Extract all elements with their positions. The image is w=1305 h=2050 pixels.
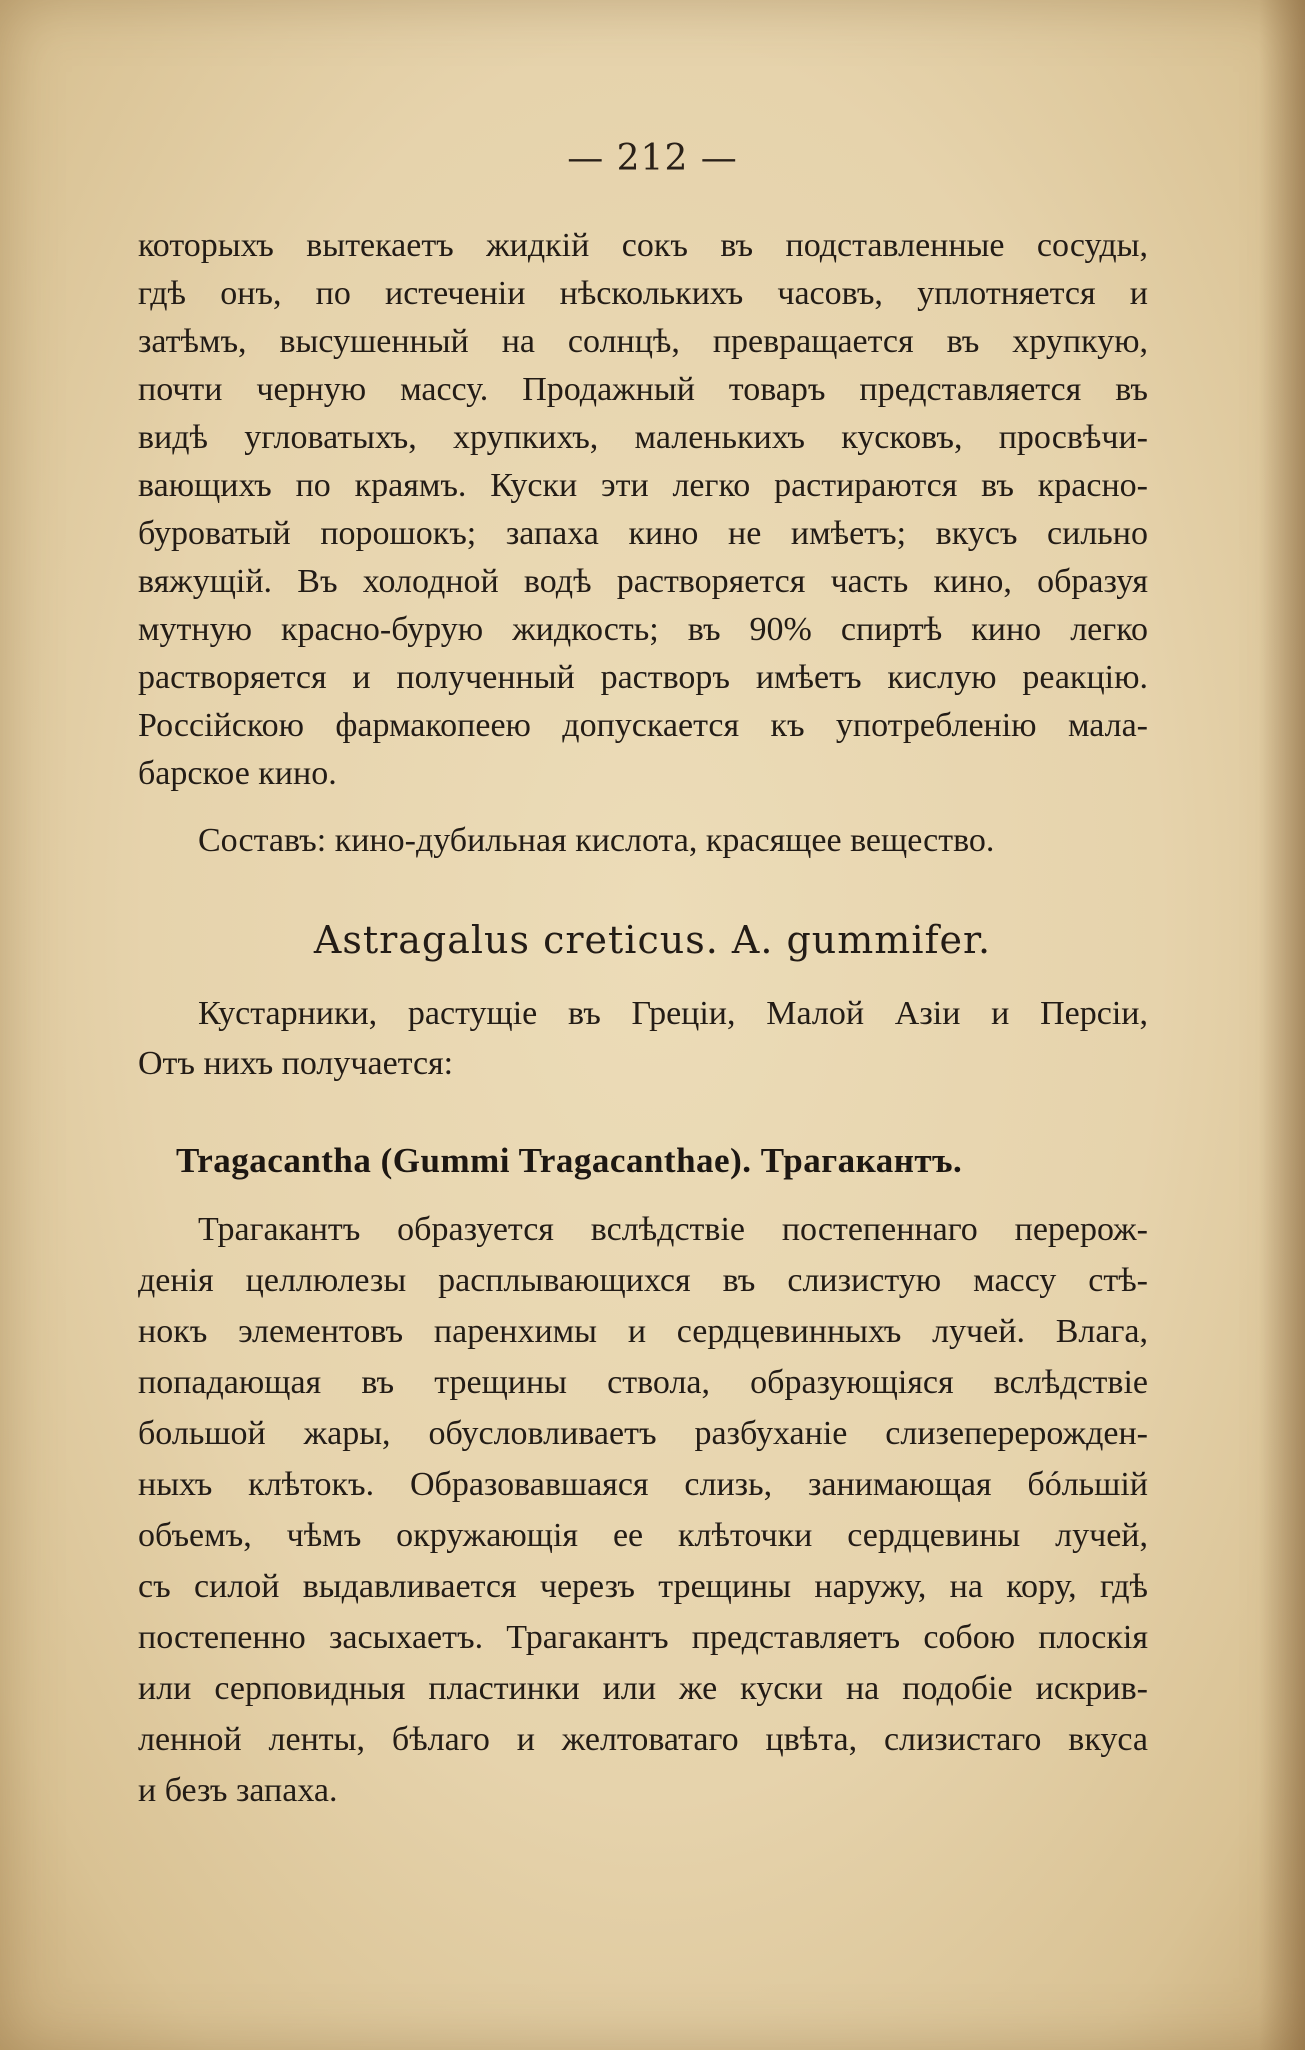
- text-line: постепенно засыхаетъ. Трагакантъ представляетъ собою плоскія: [138, 1619, 1148, 1656]
- text-line: или серповидныя пластинки или же куски на подобіе искрив-: [138, 1670, 1148, 1707]
- text-line: попадающая въ трещины ствола, образующіяся вслѣдствіе: [138, 1364, 1148, 1401]
- page-number: — 212 —: [567, 138, 738, 179]
- text-line: съ силой выдавливается черезъ трещины наружу, на кору, гдѣ: [138, 1568, 1148, 1605]
- text-line: которыхъ вытекаетъ жидкій сокъ въ подставленные сосуды,: [138, 227, 1148, 264]
- text-line: нокъ элементовъ паренхимы и сердцевинныхъ лучей. Влага,: [138, 1313, 1148, 1350]
- text-line: Россійскою фармакопеею допускается къ употребленію мала-: [138, 707, 1148, 744]
- text-line: объемъ, чѣмъ окружающія ее клѣточки сердцевины лучей,: [138, 1517, 1148, 1554]
- page-gutter-shadow: [1259, 0, 1305, 2050]
- text-line: ныхъ клѣтокъ. Образовавшаяся слизь, занимающая бóльшій: [138, 1466, 1148, 1503]
- text-line: мутную красно-бурую жидкость; въ 90% спиртѣ кино легко: [138, 611, 1148, 648]
- section-heading-tragacantha: Tragacantha (Gummi Tragacanthae). Трагакантъ.: [176, 1141, 963, 1180]
- text-line: видѣ угловатыхъ, хрупкихъ, маленькихъ кусковъ, просвѣчи-: [138, 419, 1148, 456]
- text-line: Трагакантъ образуется вслѣдствіе постепеннаго перерож-: [198, 1211, 1148, 1248]
- text-line: барское кино.: [138, 755, 337, 792]
- text-line: буроватый порошокъ; запаха кино не имѣетъ; вкусъ сильно: [138, 515, 1148, 552]
- text-line: Отъ нихъ получается:: [138, 1045, 454, 1082]
- text-line: вающихъ по краямъ. Куски эти легко растираются въ красно-: [138, 467, 1148, 504]
- text-line: растворяется и полученный растворъ имѣетъ кислую реакцію.: [138, 659, 1148, 696]
- text-line: большой жары, обусловливаетъ разбуханіе слизеперерожден-: [138, 1415, 1148, 1452]
- text-line: затѣмъ, высушенный на солнцѣ, превращается въ хрупкую,: [138, 323, 1148, 360]
- text-line: вяжущій. Въ холодной водѣ растворяется часть кино, образуя: [138, 563, 1148, 600]
- text-line: ленной ленты, бѣлаго и желтоватаго цвѣта, слизистаго вкуса: [138, 1721, 1148, 1758]
- text-line: почти черную массу. Продажный товаръ представляется въ: [138, 371, 1148, 408]
- section-heading-astragalus: Astragalus creticus. A. gummifer.: [313, 918, 992, 962]
- composition-line: Составъ: кино-дубильная кислота, красящее вещество.: [198, 822, 995, 859]
- text-line: Кустарники, растущіе въ Греціи, Малой Азіи и Персіи,: [198, 995, 1148, 1032]
- text-line: денія целлюлезы расплывающихся въ слизистую массу стѣ-: [138, 1262, 1148, 1299]
- text-line: и безъ запаха.: [138, 1772, 338, 1809]
- text-line: гдѣ онъ, по истеченіи нѣсколькихъ часовъ, уплотняется и: [138, 275, 1148, 312]
